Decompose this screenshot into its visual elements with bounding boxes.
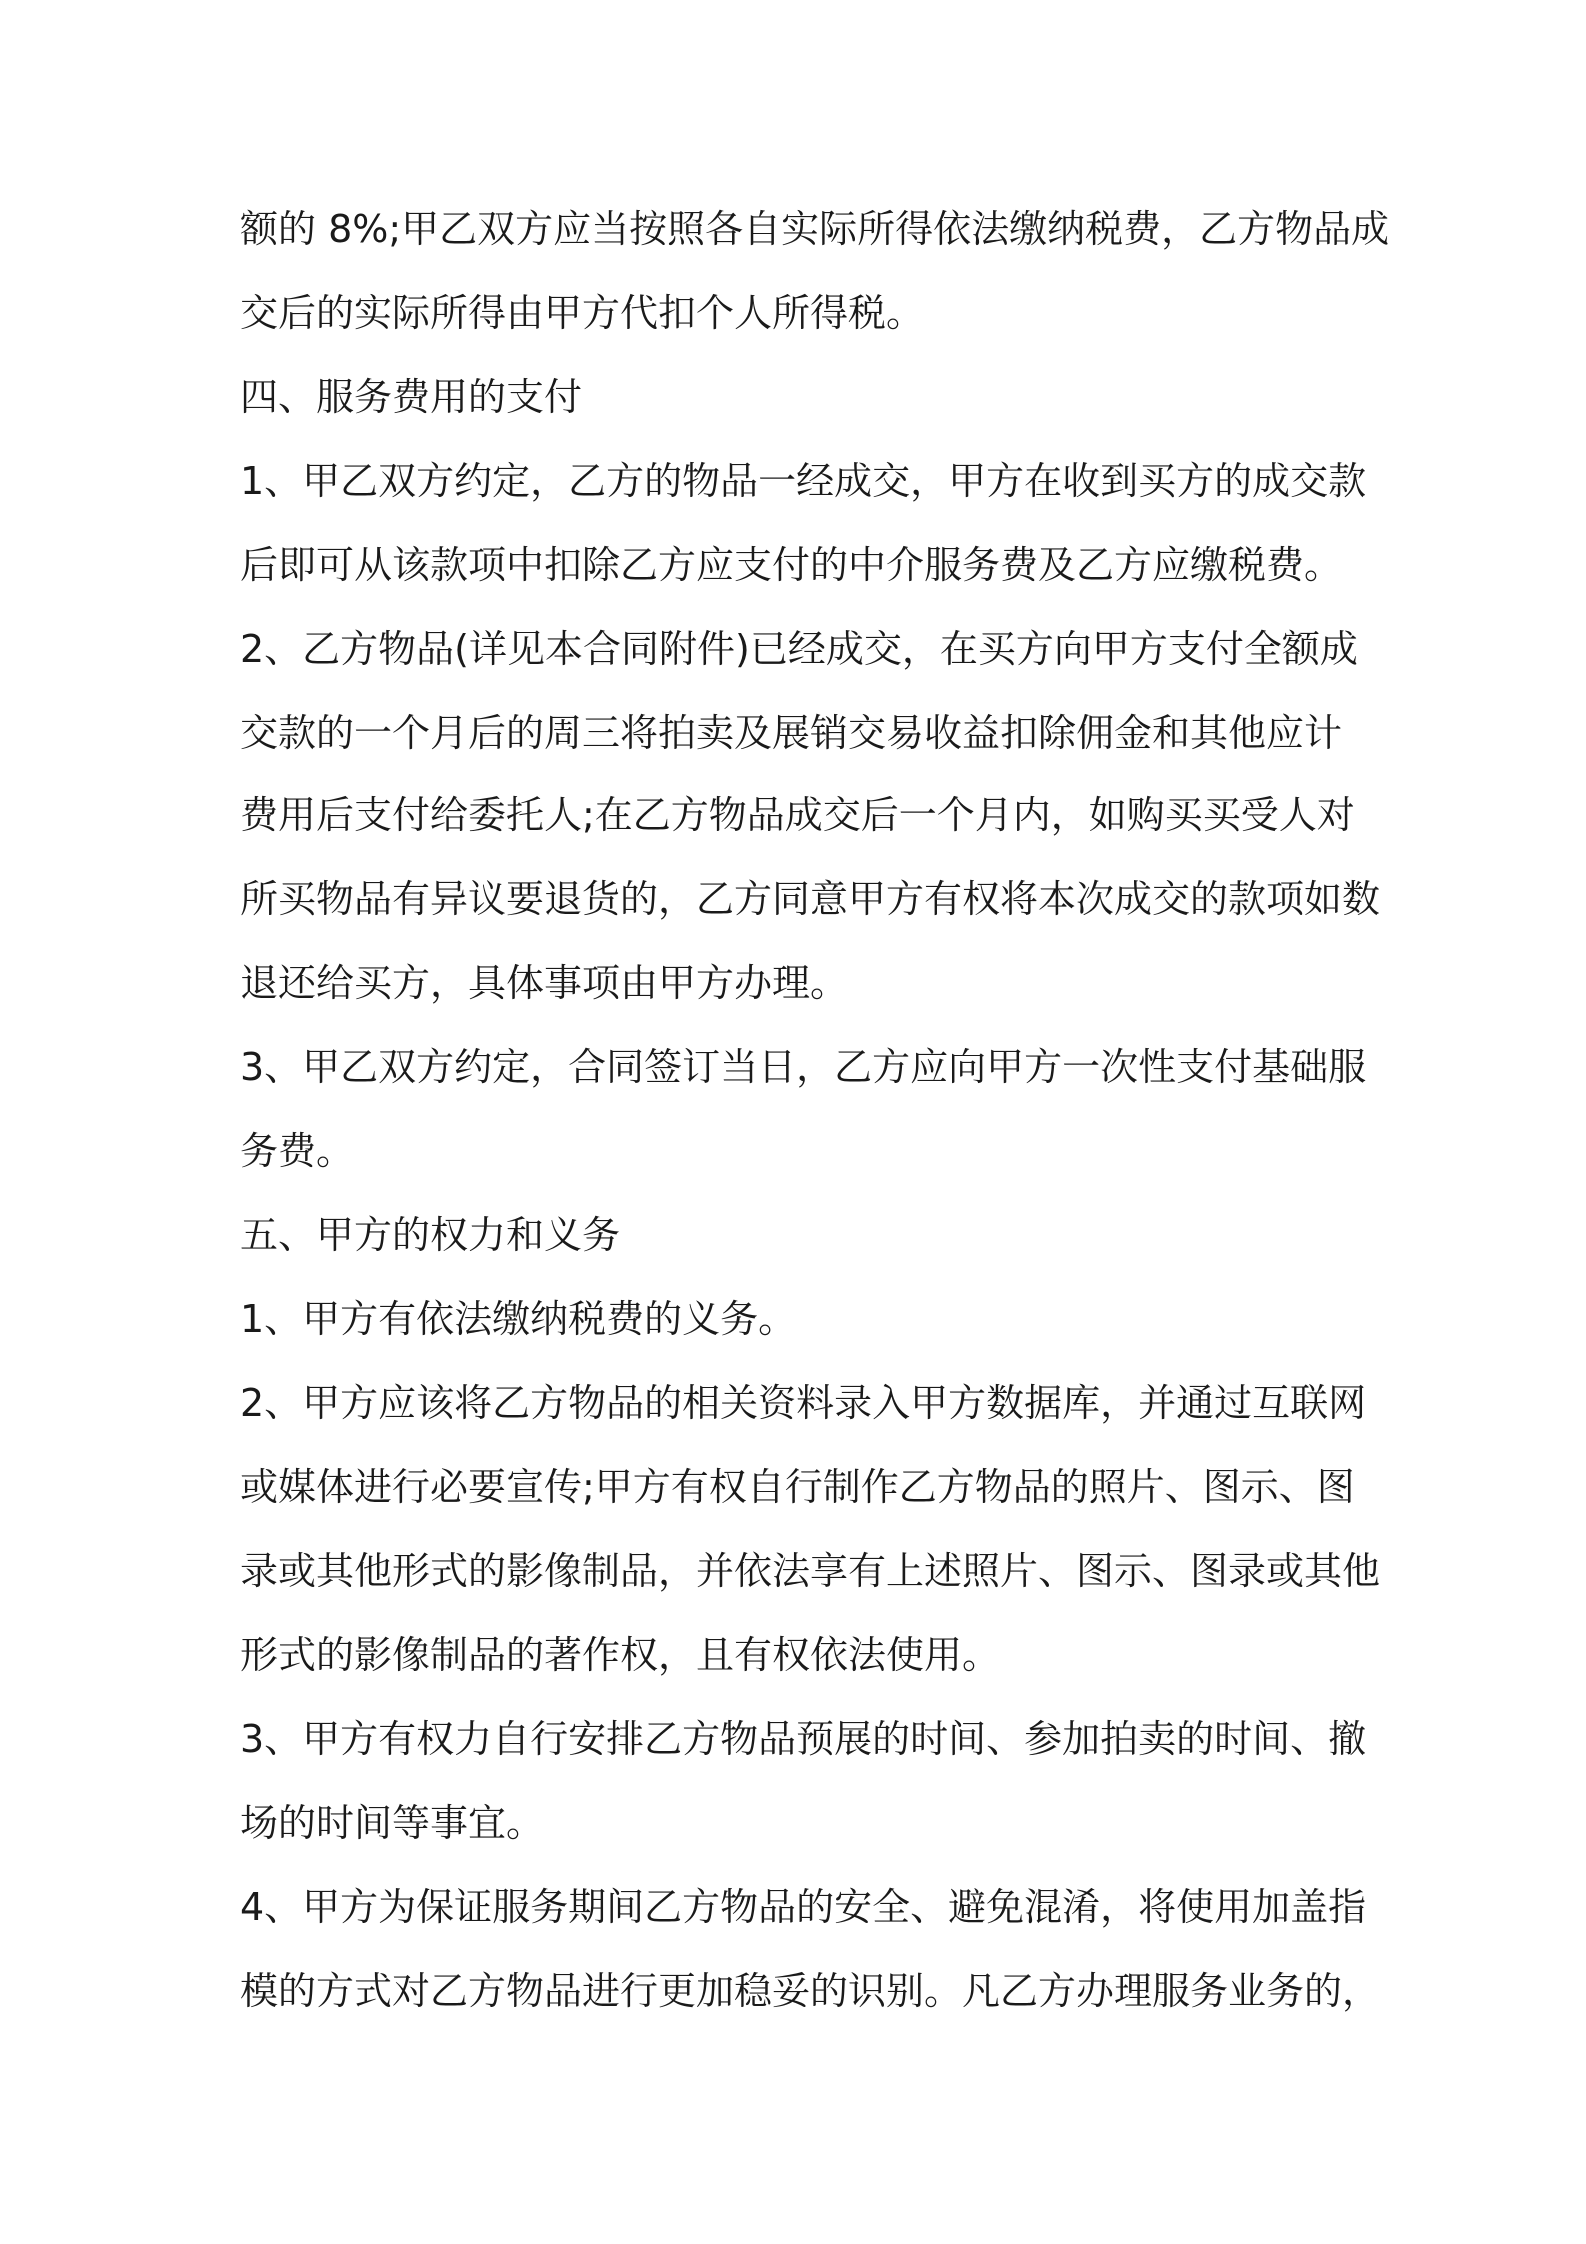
section-heading: 四、服务费用的支付 (240, 375, 583, 419)
text-line: 后即可从该款项中扣除乙方应支付的中介服务费及乙方应缴税费。 (240, 543, 1343, 587)
text-line: 3、甲方有权力自行安排乙方物品预展的时间、参加拍卖的时间、撤 (240, 1717, 1367, 1761)
text-line: 务费。 (240, 1129, 355, 1173)
text-line: 形式的影像制品的著作权，且有权依法使用。 (240, 1633, 1001, 1677)
text-line: 额的 8%;甲乙双方应当按照各自实际所得依法缴纳税费，乙方物品成 (240, 207, 1390, 251)
text-line: 1、甲方有依法缴纳税费的义务。 (240, 1297, 797, 1341)
section-heading: 五、甲方的权力和义务 (240, 1213, 621, 1257)
text-line: 模的方式对乙方物品进行更加稳妥的识别。凡乙方办理服务业务的， (240, 1969, 1381, 2013)
text-line: 1、甲乙双方约定，乙方的物品一经成交，甲方在收到买方的成交款 (240, 459, 1367, 503)
text-line: 交后的实际所得由甲方代扣个人所得税。 (240, 291, 925, 335)
text-line: 退还给买方，具体事项由甲方办理。 (240, 961, 849, 1005)
text-line: 交款的一个月后的周三将拍卖及展销交易收益扣除佣金和其他应计 (240, 711, 1343, 755)
text-line: 场的时间等事宜。 (240, 1801, 545, 1845)
text-line: 费用后支付给委托人;在乙方物品成交后一个月内，如购买买受人对 (240, 793, 1355, 837)
text-line: 录或其他形式的影像制品，并依法享有上述照片、图示、图录或其他 (240, 1549, 1381, 1593)
text-line: 2、甲方应该将乙方物品的相关资料录入甲方数据库，并通过互联网 (240, 1381, 1367, 1425)
text-line: 或媒体进行必要宣传;甲方有权自行制作乙方物品的照片、图示、图 (240, 1465, 1355, 1509)
text-line: 4、甲方为保证服务期间乙方物品的安全、避免混淆，将使用加盖指 (240, 1885, 1367, 1929)
text-line: 2、乙方物品(详见本合同附件)已经成交，在买方向甲方支付全额成 (240, 627, 1358, 671)
text-line: 3、甲乙双方约定，合同签订当日，乙方应向甲方一次性支付基础服 (240, 1045, 1367, 1089)
text-line: 所买物品有异议要退货的，乙方同意甲方有权将本次成交的款项如数 (240, 877, 1381, 921)
